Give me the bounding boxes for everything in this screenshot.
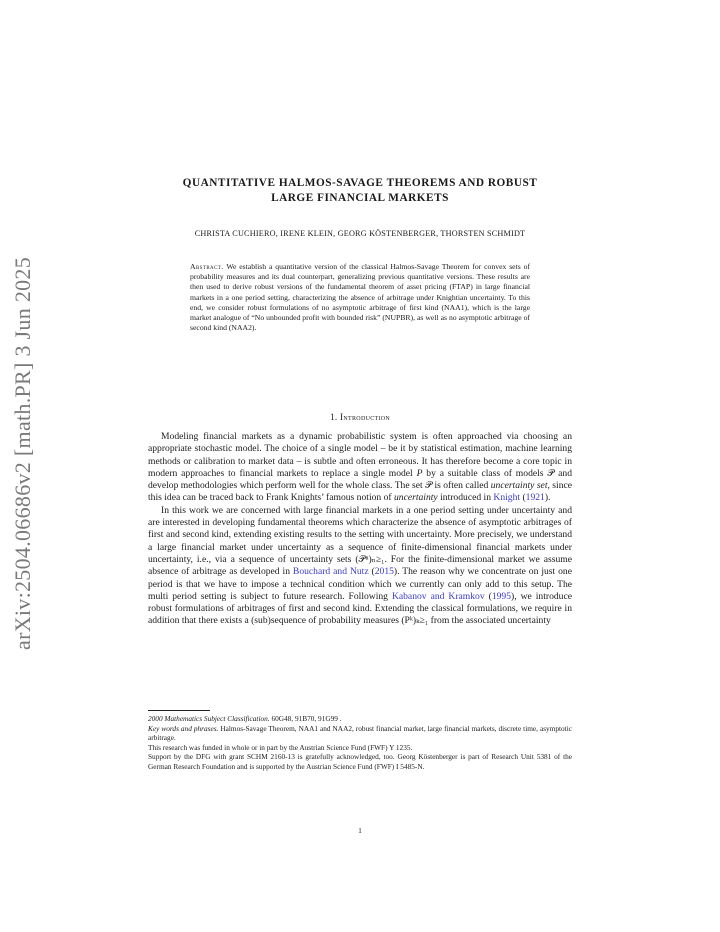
msc-value: 60G48, 91B70, 91G99 . (271, 714, 342, 723)
keywords-label: Key words and phrases. (148, 723, 219, 733)
text-run: from the associated uncertainty (428, 615, 551, 627)
emphasis: uncertainty set (490, 480, 548, 492)
text-run: introduced in (437, 492, 494, 504)
abstract-text: We establish a quantitative version of the classical Halmos-Savage Theorem for convex sets of probability measures and its dual counterpart, generalizing previous quantitative versions. These results are then used to derive robust versions of the fundamental theorem of asset pricing (FTAP) in large financial markets in a one period setting, characterizing the absence of arbitrage under Knightian uncertainty. To this end, we consider robust formulations of no asymptotic arbitrage of first kind (NAA1), which is the large market analogue of “No unbounded profit with bounded risk” (NUPBR), as well as no asymptotic arbitrage of second kind (NAA2). (190, 262, 530, 333)
author-list: CHRISTA CUCHIERO, IRENE KLEIN, GEORG KÖSTENBERGER, THORSTEN SCHMIDT (194, 229, 526, 238)
math-symbol: 𝒫 (547, 467, 555, 479)
text-run: ( (520, 492, 526, 504)
emphasis: uncertainty (394, 492, 438, 504)
text-run: by a suitable class of models (422, 467, 548, 479)
page-number: 1 (358, 826, 362, 835)
citation-link-kabanov-kramkov-year[interactable]: 1995 (491, 590, 512, 602)
section-title-text: Introduction (340, 412, 391, 422)
section-number: 1. (329, 412, 338, 422)
citation-link-knight[interactable]: Knight (493, 492, 521, 504)
paper-title (148, 176, 572, 206)
abstract (190, 262, 530, 333)
title-line-1: QUANTITATIVE HALMOS-SAVAGE THEOREMS AND ROBUST (182, 177, 538, 189)
text-run: ). (544, 492, 551, 504)
title-line-2: LARGE FINANCIAL MARKETS (271, 192, 449, 204)
body-text (148, 431, 572, 628)
footnotes (148, 714, 572, 772)
text-run: ). The reason why we concentrate on just one period is that we have to impose a technical condition which we currently can only add to this setup. The multi period setting is subject to future research. Following (148, 566, 572, 602)
citation-link-kabanov-kramkov[interactable]: Kabanov and Kramkov (391, 590, 485, 602)
text-run: ( (368, 566, 375, 578)
math-symbol: 𝒫 (425, 480, 433, 492)
text-run: , since this idea can be traced back to Frank Knights’ famous notion of (148, 480, 573, 504)
math-symbol: P (416, 467, 423, 479)
math-expression: (Pᵏ)ₖ≥₁ (401, 615, 429, 627)
text-run: and develop methodologies which perform well for the whole class. The set (148, 467, 572, 492)
keywords-value: Halmos-Savage Theorem, NAA1 and NAA2, robust financial market, large financial markets, discrete time, asymptotic arbitrage. (148, 723, 572, 743)
footnote-divider (148, 710, 210, 711)
abstract-heading: Abstract. (190, 262, 224, 271)
arxiv-identifier-stamp: arXiv:2504.06686v2 [math.PR] 3 Jun 2025 (10, 256, 35, 650)
footnote-keywords (148, 724, 572, 743)
citation-link-bouchard-nutz-year[interactable]: 2015 (374, 566, 394, 578)
text-run: is often called (432, 480, 491, 492)
footnote-funding-2: Support by the DFG with grant SCHM 2160-13 is gratefully acknowledged, too. Georg Köstenberger is part of Research Unit 5381 of the German Research Foundation and is supported by the Austrian Science Fund (FWF) I 5485-N. (148, 752, 572, 771)
footnote-msc (148, 714, 572, 724)
citation-link-knight-year[interactable]: 1921 (525, 492, 545, 504)
math-expression: (𝒫ⁿ)ₙ≥₁ (355, 553, 385, 565)
paragraph-2 (148, 505, 572, 628)
text-run: ), we introduce robust formulations of arbitrages of first and second kind. Extending the classical formulations, we require in addition that there exists a (sub)sequence of probability measures (148, 590, 572, 627)
text-run: In this work we are concerned with large financial markets in a one period setting under uncertainty and are interested in developing fundamental theorems which characterize the absence of asymptotic arbitrages of first and second kind, extending existing results to the setting with uncertainty. More precisely, we understand a large financial market under uncertainty as a sequence of finite-dimensional financial markets under uncertainty, i.e., via a sequence of uncertainty sets (148, 504, 572, 565)
msc-label: 2000 Mathematics Subject Classification. (148, 714, 270, 723)
text-run: Modeling financial markets as a dynamic probabilistic system is often approached via choosing an appropriate stochastic model. The choice of a single model – be it by statistical estimation, machine learning methods or calibration to market data – is subtle and often erroneous. It has therefore become a core topic in modern approaches to financial markets to replace a single model (148, 431, 572, 479)
citation-link-bouchard-nutz[interactable]: Bouchard and Nutz (292, 566, 369, 578)
section-heading-introduction (148, 412, 572, 422)
text-run: ( (484, 590, 492, 602)
text-run: . For the finite-dimensional market we assume absence of arbitrage as developed in (148, 553, 572, 578)
paragraph-1 (148, 431, 572, 505)
footnote-funding-1: This research was funded in whole or in part by the Austrian Science Fund (FWF) Y 1235. (148, 742, 413, 752)
